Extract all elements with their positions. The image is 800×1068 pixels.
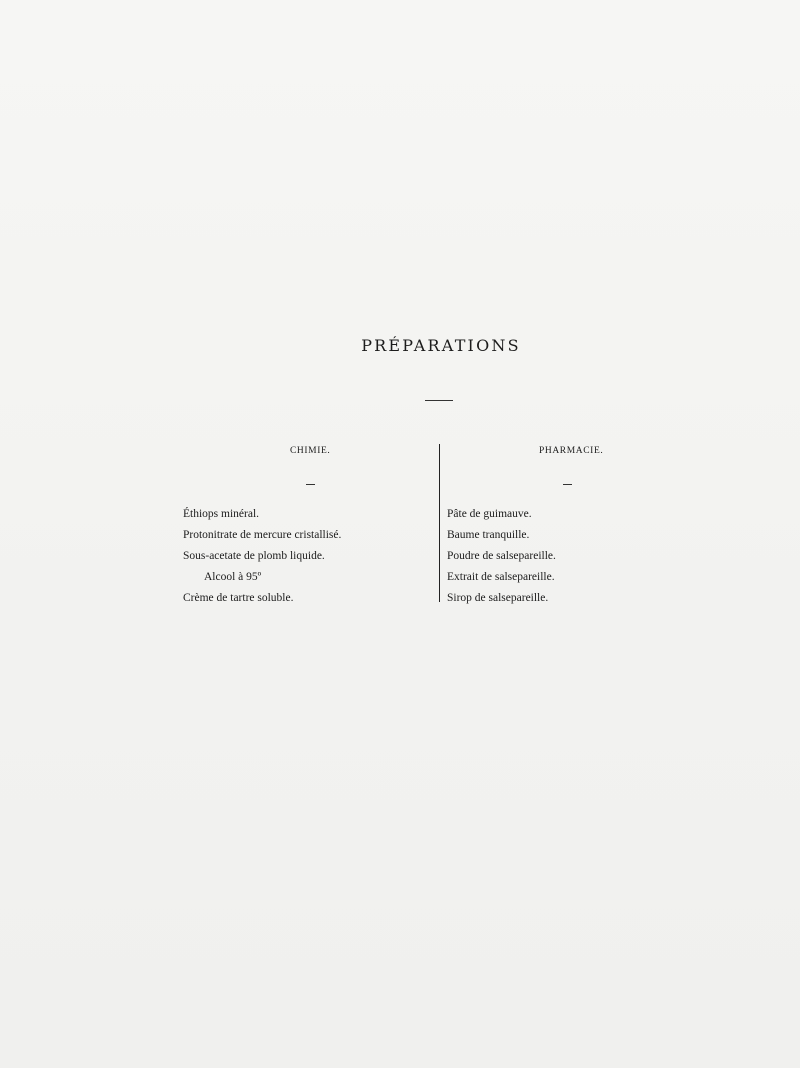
list-item: Sous-acetate de plomb liquide. (183, 550, 325, 562)
list-item: Extrait de salsepareille. (447, 571, 555, 583)
column-divider (439, 444, 440, 602)
list-item: Baume tranquille. (447, 529, 530, 541)
title-rule (425, 400, 453, 401)
column-header-chimie: CHIMIE. (290, 446, 331, 456)
list-item: Sirop de salsepareille. (447, 592, 549, 604)
column-dash-pharmacie (563, 484, 572, 485)
column-dash-chimie (306, 484, 315, 485)
page-title: PRÉPARATIONS (361, 336, 521, 355)
column-header-pharmacie: PHARMACIE. (539, 446, 604, 456)
pharmacie-list (447, 504, 556, 609)
list-item: Crème de tartre soluble. (183, 592, 294, 604)
list-item: Alcool à 95º (204, 571, 262, 583)
list-item: Poudre de salsepareille. (447, 550, 556, 562)
chimie-list (183, 504, 341, 609)
list-item: Protonitrate de mercure cristallisé. (183, 529, 342, 541)
list-item: Éthiops minéral. (183, 508, 260, 520)
list-item: Pâte de guimauve. (447, 508, 532, 520)
